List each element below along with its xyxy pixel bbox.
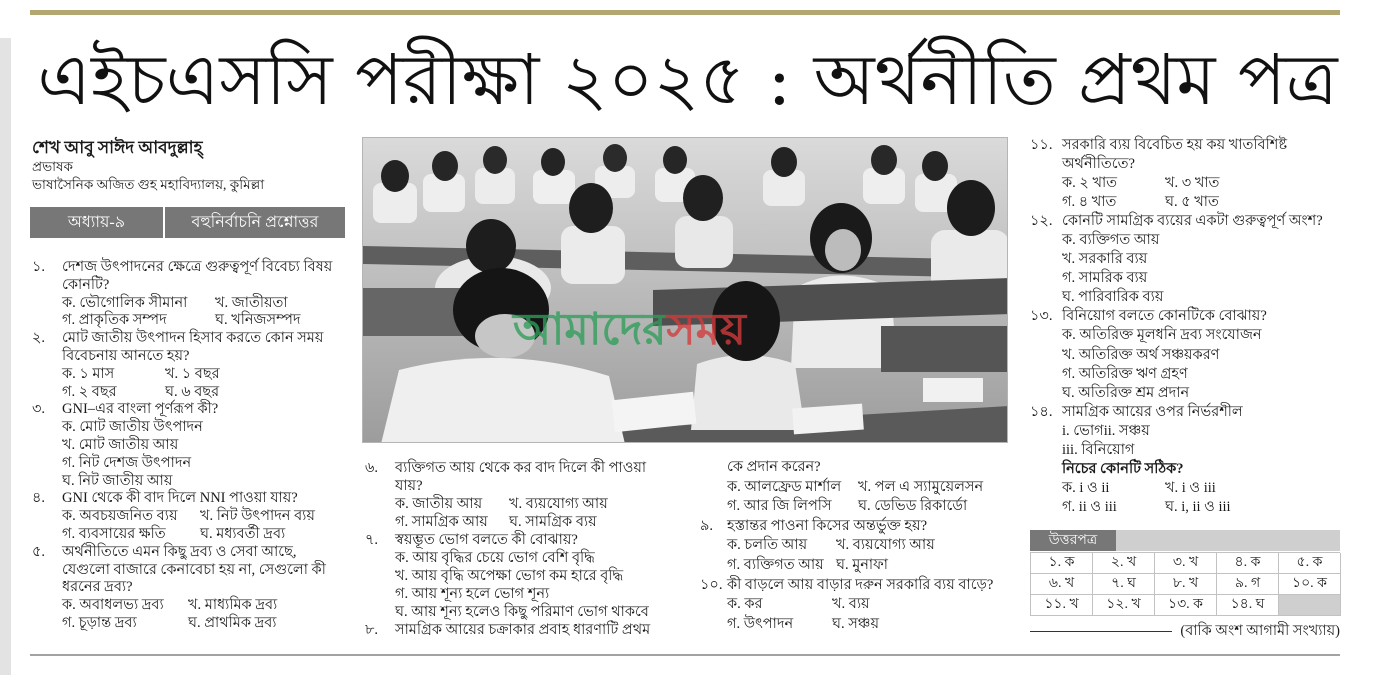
option: গ. চূড়ান্ত দ্রব্য (62, 614, 137, 631)
option: ক. কর (727, 596, 763, 613)
question-text: যায়? (395, 478, 423, 494)
option-row (395, 495, 690, 513)
student-head (541, 148, 565, 176)
question-7 (363, 531, 690, 621)
option-row (1062, 174, 1340, 193)
continued-note-rule (1030, 631, 1172, 632)
question-number: ৬. (365, 460, 379, 476)
option: ঘ. আয় শূন্য হলেও কিছু পরিমাণ ভোগ থাকবে (395, 604, 649, 620)
question-text: সরকারি ব্যয় বিবেচিত হয় কয় খাতবিশিষ্ট (1062, 136, 1288, 153)
questions-column-right (1030, 136, 1340, 518)
answer-cell: ১৪. ঘ (1217, 595, 1279, 616)
question-8 (363, 621, 690, 639)
option: ক. ভৌগোলিক সীমানা (62, 294, 188, 311)
option-row (62, 366, 345, 384)
option: খ. পল এ স্যামুয়েলসন (858, 478, 984, 495)
student-head (683, 175, 723, 221)
question-text: মোট জাতীয় উৎপাদন হিসাব করতে কোন সময় (62, 330, 324, 347)
top-gold-rule (30, 10, 1340, 15)
statement: ii. সঞ্চয় (1103, 422, 1150, 439)
question-number: ২. (32, 330, 46, 347)
option-row (395, 513, 690, 531)
student-head (381, 160, 409, 192)
option: খ. মাধ্যমিক দ্রব্য (188, 597, 278, 614)
newspaper-watermark (513, 304, 746, 356)
option: খ. ১ বছর (165, 365, 220, 382)
option: ক. আয় বৃদ্ধির চেয়ে ভোগ বেশি বৃদ্ধি (395, 550, 595, 566)
option: ক. ব্যক্তিগত আয় (1062, 231, 1160, 248)
option: খ. সরকারি ব্যয় (1062, 251, 1148, 268)
question-text: বিবেচনায় আনতে হয়? (62, 347, 190, 364)
question-text: স্বয়ম্ভূত ভোগ বলতে কী বোঝায়? (395, 532, 578, 548)
student-head (871, 145, 897, 175)
question-text: বিনিয়োগ বলতে কোনটিকে বোঝায়? (1062, 308, 1267, 325)
question-text: ব্যক্তিগত আয় থেকে কর বাদ দিলে কী পাওয়া (395, 460, 647, 476)
option: ঘ. সঞ্চয় (832, 615, 879, 632)
answer-cell: ৩. খ (1155, 553, 1217, 574)
question-number: ৫. (32, 543, 46, 560)
question-2 (30, 330, 345, 401)
option: ক. অতিরিক্ত মূলধনি দ্রব্য সংযোজন (1062, 327, 1262, 344)
question-3 (30, 401, 345, 490)
question-number: ৮. (365, 622, 379, 638)
question-number: ৪. (32, 490, 46, 507)
option-row (727, 615, 1008, 635)
question-text: কোনটি সামগ্রিক ব্যয়ের একটা গুরুত্বপূর্ণ অংশ? (1062, 212, 1323, 229)
author-name: শেখ আবু সাঈদ আবদুল্লাহ্ (32, 138, 203, 157)
question-number: ১৩. (1030, 308, 1053, 325)
question-12 (1030, 212, 1340, 307)
option: ঘ. অতিরিক্ত শ্রম প্রদান (1062, 384, 1190, 401)
option: ক. আলফ্রেড মার্শাল (727, 478, 842, 495)
option: ঘ. সামগ্রিক ব্যয় (509, 514, 597, 530)
option: ঘ. ডেভিড রিকার্ডো (858, 498, 968, 515)
watermark-part-1: আমাদের (513, 305, 667, 354)
option: খ. অতিরিক্ত অর্থ সঞ্চয়করণ (1062, 346, 1220, 363)
option: ঘ. ৬ বছর (165, 383, 220, 400)
option: ঘ. মধ্যবর্তী দ্রব্য (200, 525, 286, 542)
option: খ. ব্যয়যোগ্য আয় (509, 496, 608, 512)
answer-sheet (923, 378, 983, 402)
question-text: হস্তান্তর পাওনা কিসের অন্তর্ভুক্ত হয়? (727, 517, 928, 534)
statement: iii. বিনিয়োগ (1062, 442, 1135, 458)
question-5 (30, 544, 345, 633)
question-text: যেগুলো বাজারে কেনাবেচা হয় না, সেগুলো কী (62, 561, 326, 578)
chapter-label: অধ্যায়-৯ (67, 214, 126, 231)
option: গ. ব্যবসায়ের ক্ষতি (62, 525, 166, 542)
option: খ. i ও iii (1165, 480, 1216, 497)
option-row (1062, 498, 1340, 517)
bottom-rule (30, 654, 1340, 656)
question-text: সামগ্রিক আয়ের চক্রাকার প্রবাহ ধারণাটি প্রথম (395, 622, 651, 638)
author-designation: প্রভাষক (32, 159, 73, 174)
option: গ. উৎপাদন (727, 615, 794, 632)
student-face (825, 229, 861, 271)
student-head (922, 151, 948, 181)
option-row (62, 615, 345, 633)
option-row (1062, 479, 1340, 498)
question-4 (30, 490, 345, 543)
student-head (947, 180, 995, 236)
option: ক. ২ খাত (1062, 174, 1118, 191)
question-number: ৯. (700, 517, 714, 534)
answer-cell: ১. ক (1031, 553, 1093, 574)
question-text: GNI–এর বাংলা পূর্ণরূপ কী? (62, 401, 219, 418)
option-row (62, 312, 345, 330)
question-number: ১০. (700, 576, 723, 593)
question-text: দেশজ উৎপাদনের ক্ষেত্রে গুরুত্বপূর্ণ বিবেচ্য বিষয় (62, 259, 333, 275)
question-text: সামগ্রিক আয়ের ওপর নির্ভরশীল (1062, 403, 1243, 420)
option: গ. প্রাকৃতিক সম্পদ (62, 312, 167, 329)
student-head (466, 219, 516, 273)
page-margin-strip (0, 38, 11, 675)
option: খ. আয় বৃদ্ধি অপেক্ষা ভোগ কম হারে বৃদ্ধি (395, 568, 624, 584)
exam-hall-photo-image (363, 138, 1008, 443)
continued-note: (বাকি অংশ আগামী সংখ্যায়) (1180, 623, 1340, 639)
question-number: ৭. (365, 532, 379, 548)
answer-cell: ১৩. ক (1155, 595, 1217, 616)
answer-key-table (1030, 552, 1340, 616)
answer-key-header (1030, 530, 1340, 551)
option: ক. চলতি আয় (727, 537, 808, 554)
option: ঘ. মুনাফা (836, 556, 888, 573)
section-bar (30, 207, 345, 238)
student-shirt (691, 355, 805, 430)
question-6 (363, 459, 690, 531)
answer-cell: ৫. ক (1279, 553, 1341, 574)
question-13 (1030, 307, 1340, 402)
questions-column-left (30, 259, 345, 633)
headline: এইচএসসি পরীক্ষা ২০২৫ : অর্থনীতি প্রথম পত্র (37, 39, 1338, 121)
student-shirt (675, 216, 733, 268)
question-9 (700, 517, 1008, 576)
author-institution: ভাষাসৈনিক অজিত গুহ মহাবিদ্যালয়, কুমিল্লা (32, 177, 265, 192)
answer-cell: ৪. ক (1217, 553, 1279, 574)
question-text: ধরনের দ্রব্য? (62, 579, 133, 596)
option: ক. অবচয়জনিত ব্যয় (62, 508, 178, 525)
option-row (727, 556, 1008, 576)
option-row (727, 478, 1008, 498)
option: গ. সামরিক ব্যয় (1062, 270, 1148, 287)
question-text: কে প্রদান করেন? (727, 459, 821, 475)
answer-cell: ২. খ (1093, 553, 1155, 574)
statement-row (1062, 422, 1340, 441)
option: খ. ব্যয় (832, 596, 870, 613)
question-text: কোনটি? (62, 276, 110, 293)
statement: i. ভোগ (1062, 422, 1104, 439)
answer-cell-empty (1279, 595, 1341, 616)
option: ঘ. খনিজসম্পদ (215, 312, 301, 329)
answer-cell: ৮. খ (1155, 574, 1217, 595)
questions-column-middle-left (363, 459, 690, 639)
question-1 (30, 259, 345, 330)
answer-cell: ৬. খ (1031, 574, 1093, 595)
student-head (432, 151, 458, 181)
answer-cell: ৯. গ (1217, 574, 1279, 595)
desk (881, 326, 1008, 372)
option: খ. ব্যয়যোগ্য আয় (836, 537, 935, 554)
question-11 (1030, 136, 1340, 212)
option: ঘ. ৫ খাত (1165, 193, 1219, 210)
option: খ. নিট উৎপাদন ব্যয় (200, 508, 315, 525)
question-8-continued (700, 458, 1008, 517)
question-number: ৩. (32, 401, 46, 418)
option-row (727, 536, 1008, 556)
option: গ. ii ও iii (1062, 499, 1117, 516)
option: গ. ব্যক্তিগত আয় (727, 556, 824, 573)
option: ঘ. পারিবারিক ব্যয় (1062, 289, 1164, 306)
question-text: GNI থেকে কী বাদ দিলে NNI পাওয়া যায়? (62, 490, 298, 507)
question-14 (1030, 403, 1340, 518)
option: খ. ৩ খাত (1165, 174, 1220, 191)
question-number: ১১. (1030, 136, 1053, 153)
answer-cell: ৭. ঘ (1093, 574, 1155, 595)
option: খ. জাতীয়তা (215, 294, 288, 311)
option: গ. ৪ খাত (1062, 193, 1117, 210)
option: গ. ২ বছর (62, 383, 117, 400)
student-head (663, 146, 687, 174)
option-row (62, 508, 345, 526)
question-number: ১৪. (1030, 403, 1053, 420)
student-shirt (381, 358, 625, 443)
option-row (727, 497, 1008, 517)
question-text: অর্থনীতিতে? (1062, 155, 1135, 172)
option: খ. মোট জাতীয় আয় (62, 436, 179, 453)
question-prompt: নিচের কোনটি সঠিক? (1062, 461, 1184, 478)
option: ঘ. নিট জাতীয় আয় (62, 472, 173, 489)
option-row (62, 295, 345, 313)
questions-column-middle-right (700, 458, 1008, 634)
option: গ. আর জি লিপসি (727, 498, 832, 515)
option-row (62, 526, 345, 544)
option: গ. আয় শূন্য হলে ভোগ শূন্য (395, 586, 550, 602)
question-number: ১. (32, 259, 46, 275)
option-row (62, 384, 345, 402)
question-text: কী বাড়লে আয় বাড়ার দরুন সরকারি ব্যয় বাড়ে? (727, 576, 994, 593)
section-title: বহুনির্বাচনি প্রশ্নোত্তর (191, 214, 319, 231)
answer-sheet (792, 404, 864, 435)
student-head (483, 146, 507, 174)
answer-cell: ১২. খ (1093, 595, 1155, 616)
answer-cell: ১১. খ (1031, 595, 1093, 616)
question-text: অর্থনীতিতে এমন কিছু দ্রব্য ও সেবা আছে, (62, 543, 297, 560)
option-row (62, 597, 345, 615)
option-row (1062, 193, 1340, 212)
option: ক. i ও ii (1062, 480, 1110, 497)
question-number: ১২. (1030, 212, 1053, 229)
answer-cell: ১০. ক (1279, 574, 1341, 595)
option-row (727, 595, 1008, 615)
student-head (569, 183, 613, 233)
option: ক. ১ মাস (62, 365, 115, 382)
option: গ. অতিরিক্ত ঋণ গ্রহণ (1062, 365, 1188, 382)
student-shirt (561, 226, 625, 284)
question-10 (700, 576, 1008, 635)
watermark-part-2: সময় (666, 305, 746, 354)
option: গ. নিট দেশজ উৎপাদন (62, 454, 192, 471)
option: গ. সামগ্রিক আয় (395, 514, 488, 530)
student-head (603, 144, 627, 172)
option: ক. জাতীয় আয় (395, 496, 483, 512)
answer-key-title: উত্তরপত্র (1030, 530, 1116, 551)
option: ঘ. i, ii ও iii (1165, 499, 1231, 516)
option: ক. অবাধলভ্য দ্রব্য (62, 597, 164, 614)
option: ঘ. প্রাথমিক দ্রব্য (188, 614, 277, 631)
option: ক. মোট জাতীয় উৎপাদন (62, 419, 203, 436)
student-head (771, 147, 797, 177)
exam-hall-photo (362, 137, 1008, 443)
